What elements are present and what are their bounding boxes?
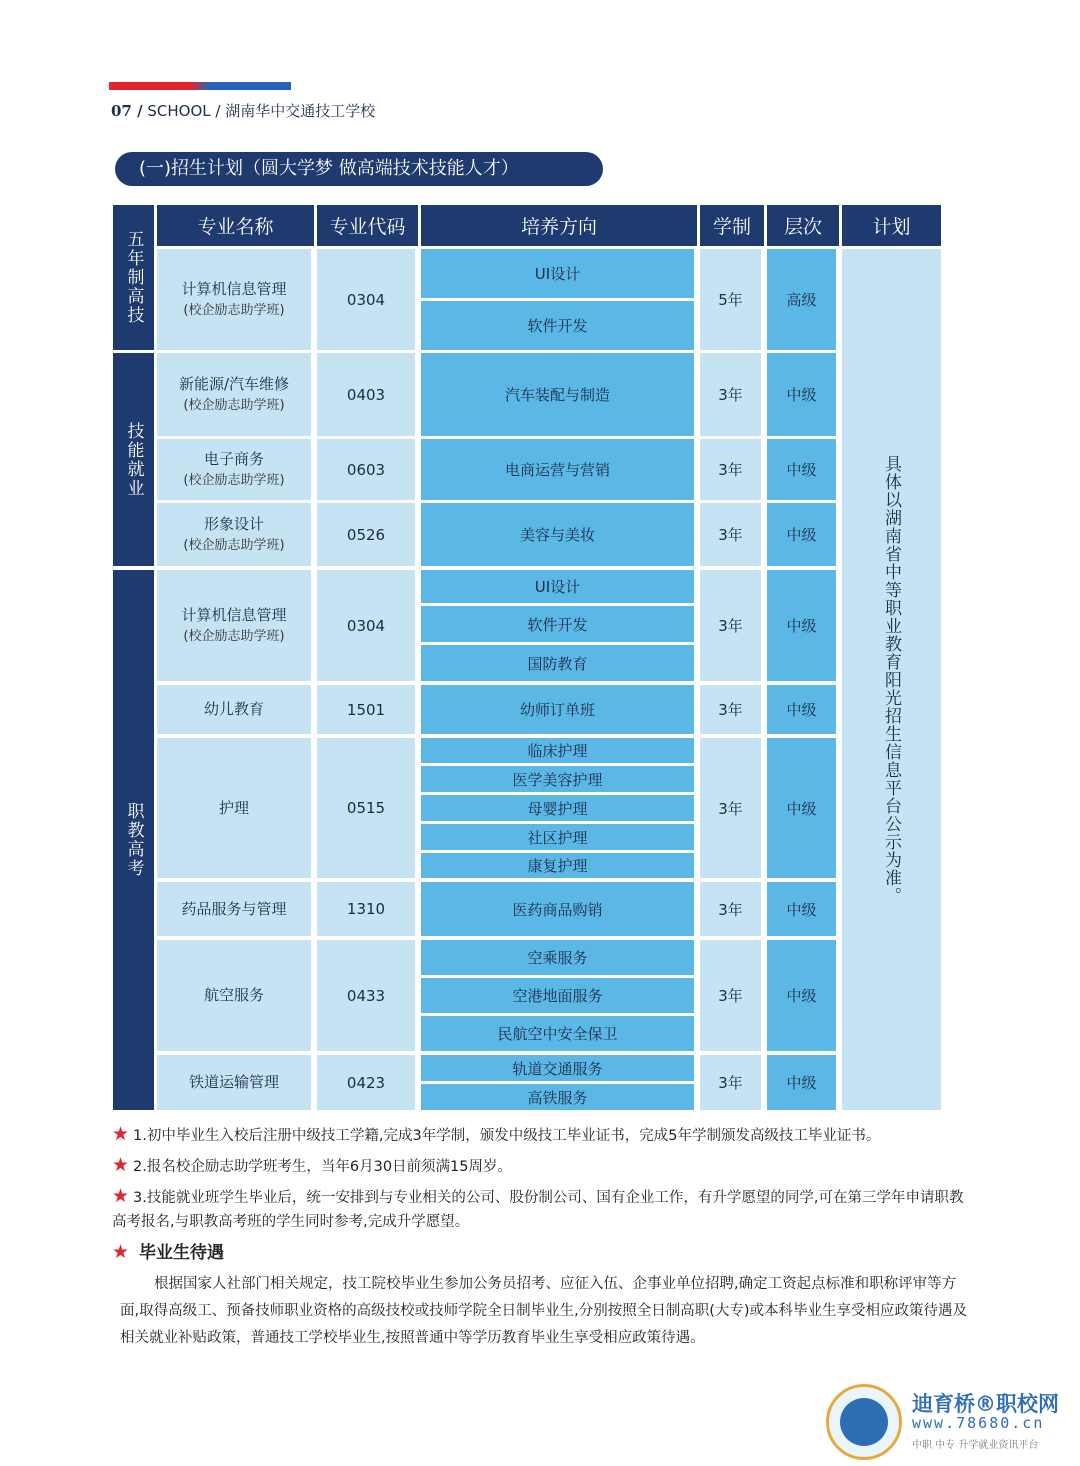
major-code: 1310 xyxy=(317,882,415,936)
direction-item: 社区护理 xyxy=(421,824,694,850)
major-name xyxy=(157,503,311,566)
notes-section xyxy=(112,1122,972,1352)
watermark-logo-icon xyxy=(826,1384,902,1460)
major-name xyxy=(157,249,311,350)
column-header: 学制 xyxy=(700,205,764,246)
group-label xyxy=(113,570,154,1110)
star-icon: ★ xyxy=(112,1154,130,1176)
group-label-text: 职教高考 xyxy=(123,802,144,878)
level: 中级 xyxy=(767,882,836,936)
plan-cell xyxy=(842,249,941,1110)
level: 中级 xyxy=(767,738,836,878)
major-name-text: 幼儿教育 xyxy=(203,700,264,718)
major-name xyxy=(157,738,311,878)
major-name-text: 铁道运输管理 xyxy=(188,1073,279,1091)
study-years: 3年 xyxy=(700,353,761,436)
direction-item: 民航空中安全保卫 xyxy=(421,1016,694,1051)
major-code: 0526 xyxy=(317,503,415,566)
major-name-text: 计算机信息管理 xyxy=(181,279,287,298)
plan-text: 具体以湖南省中等职业教育阳光招生信息平台公示为准。 xyxy=(881,454,901,905)
major-name xyxy=(157,353,311,436)
direction-item: 医药商品购销 xyxy=(421,882,694,936)
star-icon: ★ xyxy=(112,1123,130,1145)
column-header: 计划 xyxy=(842,205,941,246)
major-name-text: 航空服务 xyxy=(203,986,264,1004)
level: 高级 xyxy=(767,249,836,350)
note-2: ★ 2.报名校企励志助学班考生，当年6月30日前须满15周岁。 xyxy=(112,1154,513,1176)
major-note: (校企励志助学班) xyxy=(183,628,285,644)
group-label-text: 五年制高技 xyxy=(123,230,144,325)
column-header: 专业名称 xyxy=(157,205,314,246)
major-name-text: 计算机信息管理 xyxy=(181,605,287,624)
study-years: 3年 xyxy=(700,1055,761,1110)
level: 中级 xyxy=(767,570,836,681)
study-years: 3年 xyxy=(700,503,761,566)
major-note: (校企励志助学班) xyxy=(183,397,285,413)
direction-item: 美容与美妆 xyxy=(421,503,694,566)
major-code: 0403 xyxy=(317,353,415,436)
direction-item: 软件开发 xyxy=(421,301,694,350)
star-icon: ★ xyxy=(112,1241,130,1263)
major-name xyxy=(157,1055,311,1110)
page-number: 07 / xyxy=(111,102,143,120)
level: 中级 xyxy=(767,503,836,566)
benefits-title: ★ 毕业生待遇 xyxy=(112,1241,224,1263)
school-name: 湖南华中交通技工学校 xyxy=(225,102,376,120)
major-code: 0304 xyxy=(317,249,415,350)
school-en: SCHOOL xyxy=(147,102,211,120)
study-years: 3年 xyxy=(700,570,761,681)
watermark-url: www.78680.cn xyxy=(912,1414,1045,1432)
page-header: 07 / SCHOOL / 湖南华中交通技工学校 xyxy=(111,102,376,120)
direction-item: 空乘服务 xyxy=(421,940,694,975)
direction-item: 医学美容护理 xyxy=(421,766,694,792)
watermark-brand: 迪育桥®职校网 xyxy=(912,1392,1059,1416)
major-name xyxy=(157,882,311,936)
study-years: 3年 xyxy=(700,882,761,936)
major-name xyxy=(157,439,311,500)
group-label xyxy=(113,205,154,350)
major-note: (校企励志助学班) xyxy=(183,302,285,318)
direction-item: 临床护理 xyxy=(421,738,694,763)
level: 中级 xyxy=(767,353,836,436)
direction-item: 空港地面服务 xyxy=(421,978,694,1013)
major-name xyxy=(157,570,311,681)
column-header: 专业代码 xyxy=(317,205,418,246)
level: 中级 xyxy=(767,439,836,500)
study-years: 3年 xyxy=(700,940,761,1051)
direction-item: 康复护理 xyxy=(421,853,694,878)
major-name-text: 电子商务 xyxy=(203,449,264,468)
direction-item: 高铁服务 xyxy=(421,1084,694,1110)
level: 中级 xyxy=(767,940,836,1051)
study-years: 3年 xyxy=(700,738,761,878)
study-years: 5年 xyxy=(700,249,761,350)
level: 中级 xyxy=(767,1055,836,1110)
direction-item: 汽车装配与制造 xyxy=(421,353,694,436)
major-name-text: 护理 xyxy=(218,798,249,817)
major-code: 1501 xyxy=(317,685,415,734)
major-name-text: 形象设计 xyxy=(203,514,264,533)
study-years: 3年 xyxy=(700,685,761,734)
major-code: 0304 xyxy=(317,570,415,681)
direction-item: 软件开发 xyxy=(421,606,694,642)
level: 中级 xyxy=(767,685,836,734)
section-title: (一)招生计划（圆大学梦 做高端技术技能人才） xyxy=(115,152,603,186)
study-years: 3年 xyxy=(700,439,761,500)
major-code: 0515 xyxy=(317,738,415,878)
major-name xyxy=(157,685,311,734)
group-label-text: 技能就业 xyxy=(123,421,144,498)
benefits-text: 根据国家人社部门相关规定，技工院校毕业生参加公务员招考、应征入伍、企事业单位招聘,确定工资起点标准和职称评审等方面,取得高级工、预备技师职业资格的高级技校或技师学院全日制毕业生,分别按照全日制高职(大专)或本科毕业生享受相应政策待遇及相关就业补贴政策，普通技工学校毕业生,按照普通中等学历教育毕业生享受相应政策待遇。 xyxy=(120,1276,968,1346)
group-label xyxy=(113,353,154,566)
major-name xyxy=(157,940,311,1051)
major-note: (校企励志助学班) xyxy=(183,537,285,553)
major-name-text: 新能源/汽车维修 xyxy=(178,374,290,393)
watermark-tagline: 中职 中专 升学就业资讯平台 xyxy=(912,1440,1039,1451)
note-3: ★ 3.技能就业班学生毕业后，统一安排到与专业相关的公司、股份制公司、国有企业工作，有升学愿望的同学,可在第三学年申请职教高考报名,与职教高考班的学生同时参考,完成升学愿望。 xyxy=(112,1185,964,1230)
direction-item: 幼师订单班 xyxy=(421,685,694,734)
direction-item: 国防教育 xyxy=(421,645,694,681)
direction-item: 母婴护理 xyxy=(421,795,694,821)
major-code: 0433 xyxy=(317,940,415,1051)
note-1: ★ 1.初中毕业生入校后注册中级技工学籍,完成3年学制，颁发中级技工毕业证书，完成5年学制颁发高级技工毕业证书。 xyxy=(112,1123,881,1145)
direction-item: UI设计 xyxy=(421,570,694,603)
column-header: 培养方向 xyxy=(421,205,697,246)
header-accent-bar xyxy=(109,82,291,90)
major-code: 0423 xyxy=(317,1055,415,1110)
major-name-text: 药品服务与管理 xyxy=(181,899,287,918)
direction-item: UI设计 xyxy=(421,249,694,298)
major-note: (校企励志助学班) xyxy=(183,472,285,488)
direction-item: 轨道交通服务 xyxy=(421,1055,694,1081)
star-icon: ★ xyxy=(112,1185,130,1207)
major-code: 0603 xyxy=(317,439,415,500)
direction-item: 电商运营与营销 xyxy=(421,439,694,500)
column-header: 层次 xyxy=(767,205,839,246)
